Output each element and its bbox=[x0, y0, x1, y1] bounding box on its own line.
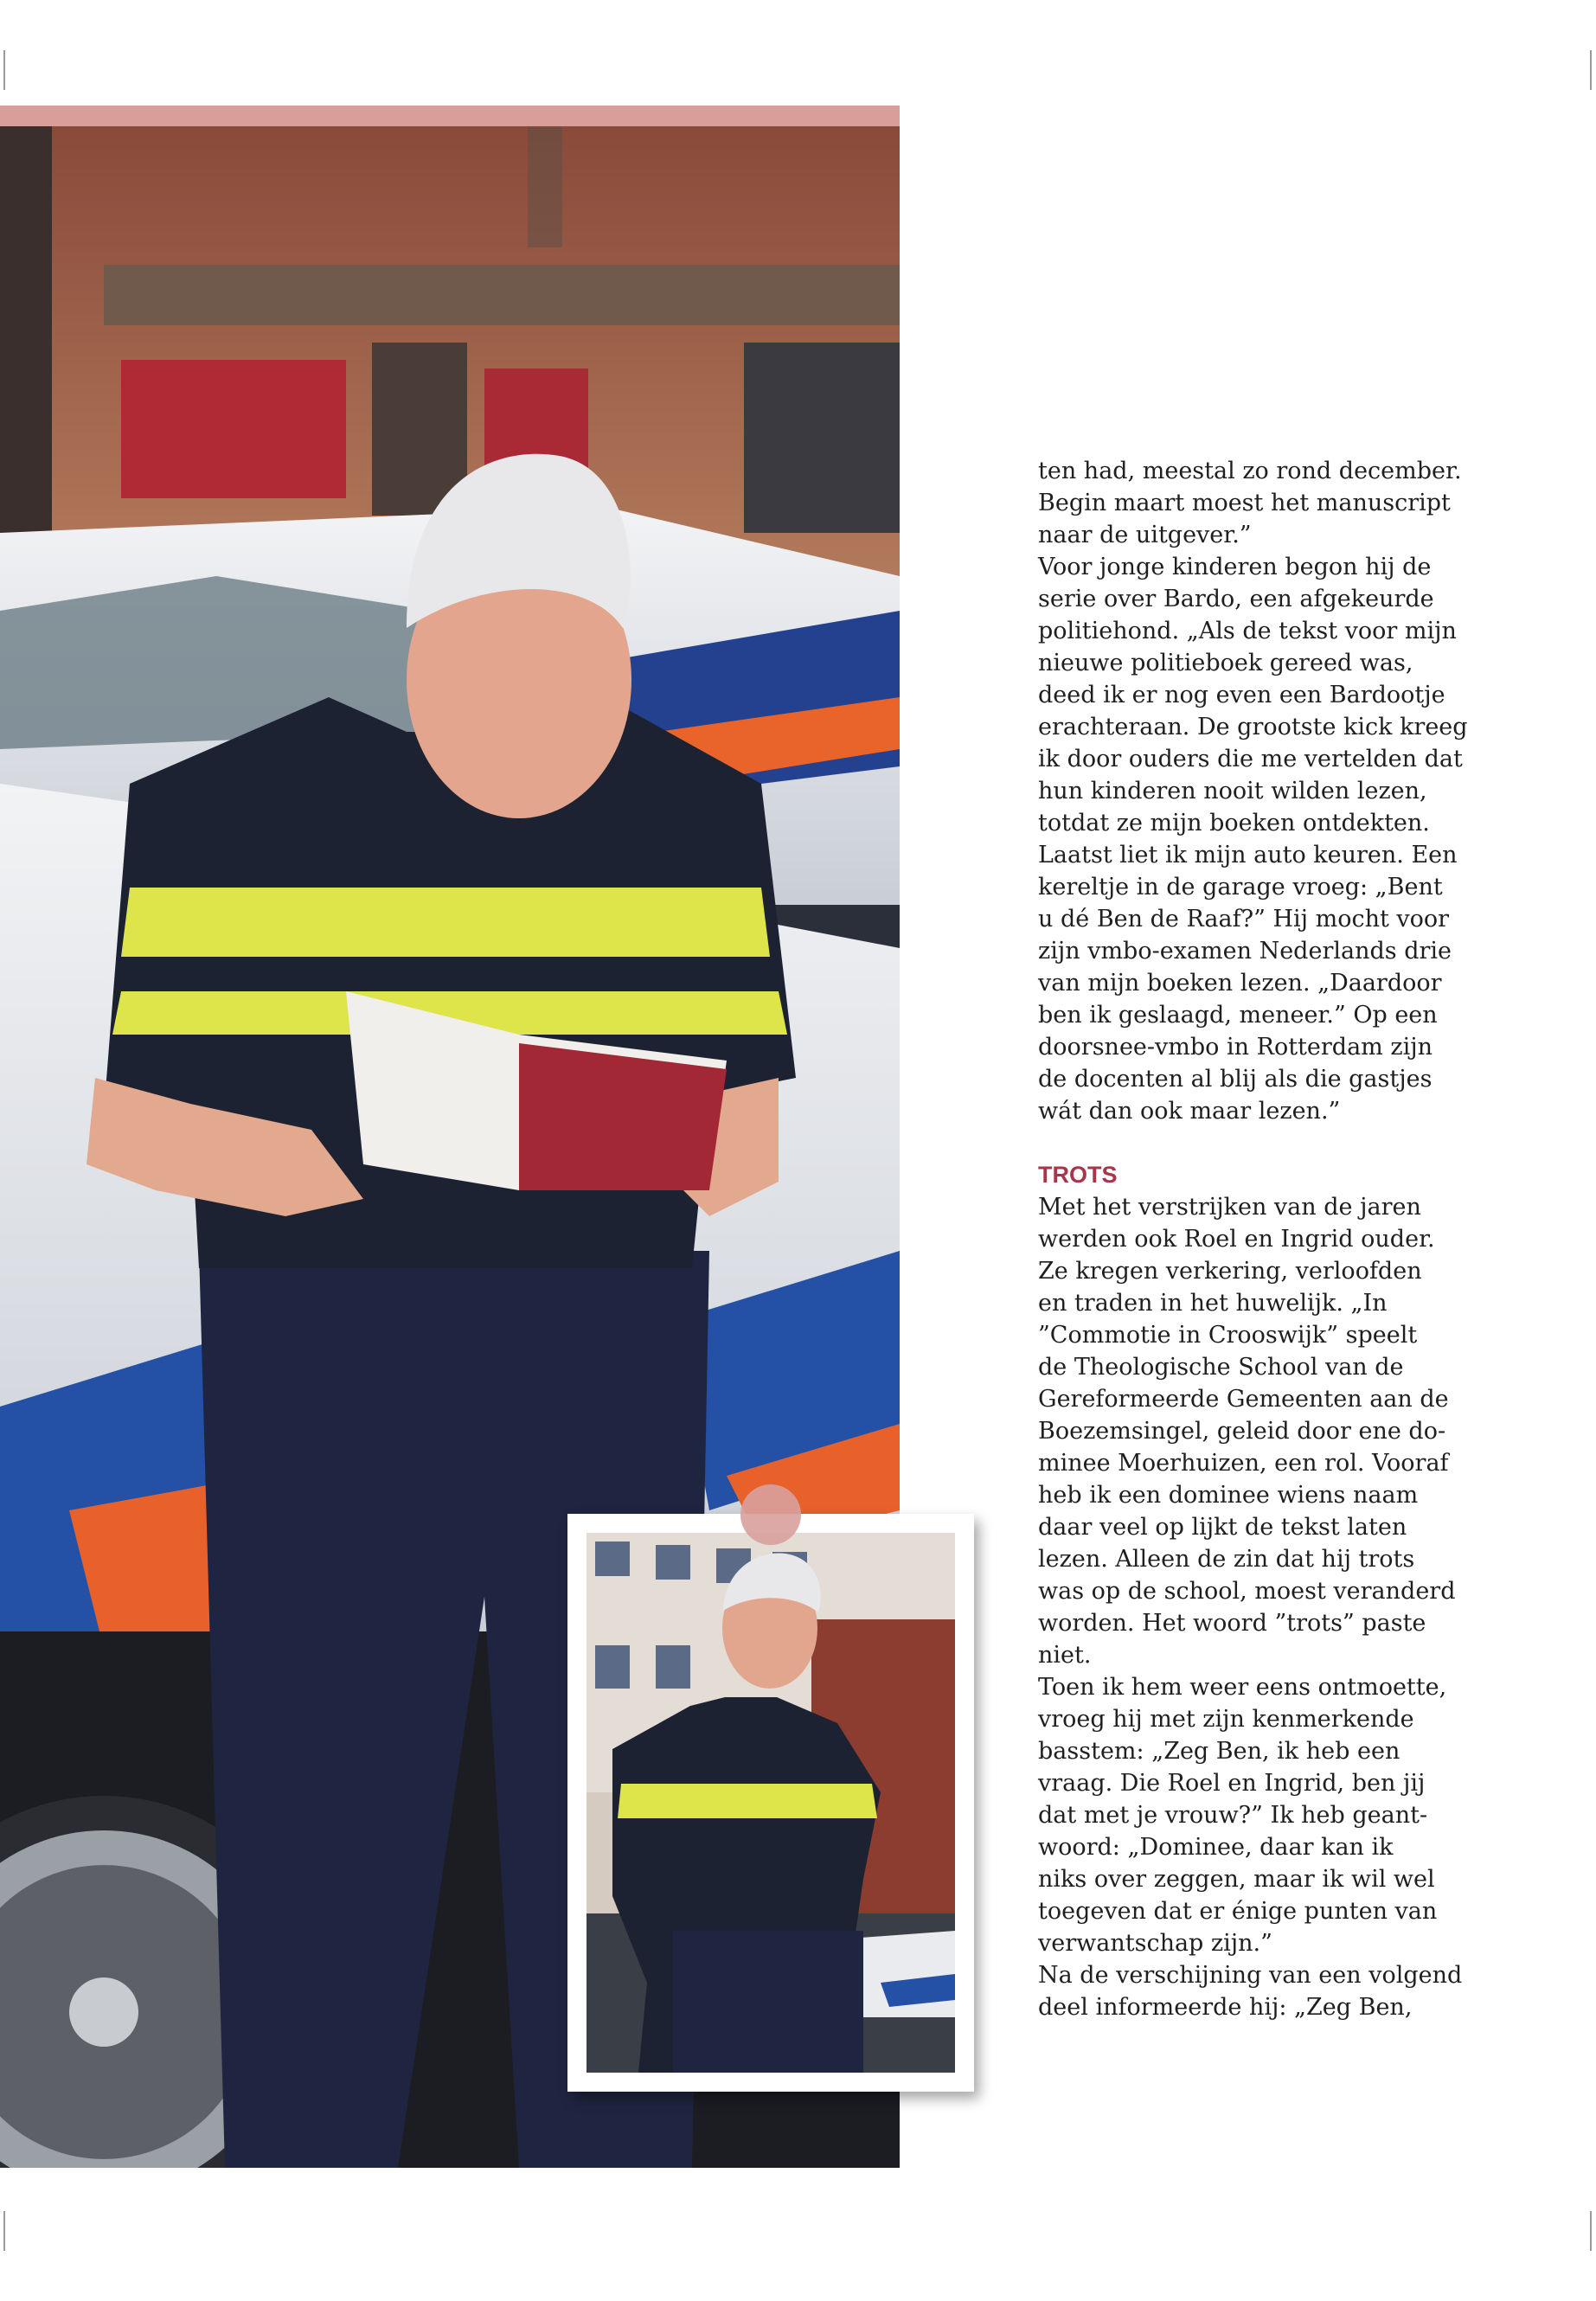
text-line: deed ik er nog even een Bardootje bbox=[1038, 682, 1445, 708]
crop-mark-top-right bbox=[1590, 50, 1592, 90]
paragraph-gap bbox=[1038, 1127, 1453, 1159]
text-line: vroeg hij met zijn kenmerkende bbox=[1038, 1706, 1414, 1733]
text-line: minee Moerhuizen, een rol. Vooraf bbox=[1038, 1450, 1449, 1477]
text-line: ten had, meestal zo rond december. bbox=[1038, 458, 1462, 484]
text-line: dat met je vrouw?” Ik heb geant- bbox=[1038, 1802, 1428, 1829]
text-line: Laatst liet ik mijn auto keuren. Een bbox=[1038, 842, 1458, 868]
section-heading: TROTS bbox=[1038, 1162, 1118, 1188]
text-line: was op de school, moest veranderd bbox=[1038, 1578, 1456, 1605]
text-block-before-heading bbox=[1038, 455, 1468, 1127]
inset-photo-frame bbox=[567, 1514, 974, 2092]
text-line: serie over Bardo, een afgekeurde bbox=[1038, 586, 1434, 612]
accent-bar bbox=[0, 106, 900, 126]
text-line: Na de verschijning van een volgend bbox=[1038, 1962, 1463, 1989]
text-line: Boezemsingel, geleid door ene do- bbox=[1038, 1418, 1446, 1445]
text-line: niks over zeggen, maar ik wil wel bbox=[1038, 1866, 1435, 1893]
text-line: Voor jonge kinderen begon hij de bbox=[1038, 554, 1432, 580]
crop-mark-top-left bbox=[3, 50, 5, 90]
text-line: werden ook Roel en Ingrid ouder. bbox=[1038, 1226, 1435, 1253]
text-line: lezen. Alleen de zin dat hij trots bbox=[1038, 1546, 1415, 1573]
text-line: naar de uitgever.” bbox=[1038, 522, 1252, 548]
text-line: ben ik geslaagd, meneer.” Op een bbox=[1038, 1002, 1438, 1029]
text-line: kereltje in de garage vroeg: „Bent bbox=[1038, 874, 1443, 901]
text-line: hun kinderen nooit wilden lezen, bbox=[1038, 778, 1427, 804]
text-line: niet. bbox=[1038, 1642, 1092, 1669]
text-line: Gereformeerde Gemeenten aan de bbox=[1038, 1386, 1449, 1413]
text-line: verwantschap zijn.” bbox=[1038, 1930, 1272, 1957]
text-line: woord: „Dominee, daar kan ik bbox=[1038, 1834, 1394, 1861]
text-line: Met het verstrijken van de jaren bbox=[1038, 1194, 1421, 1221]
decorative-circle bbox=[740, 1484, 801, 1545]
crop-mark-bottom-left bbox=[3, 2211, 5, 2251]
text-line: Ze kregen verkering, verloofden bbox=[1038, 1258, 1422, 1285]
text-line: erachteraan. De grootste kick kreeg bbox=[1038, 714, 1468, 740]
text-line: Begin maart moest het manuscript bbox=[1038, 490, 1451, 516]
text-line: van mijn boeken lezen. „Daardoor bbox=[1038, 970, 1442, 997]
text-line: de Theologische School van de bbox=[1038, 1354, 1404, 1381]
article-body-column bbox=[1038, 455, 1468, 2023]
text-line: vraag. Die Roel en Ingrid, ben jij bbox=[1038, 1770, 1426, 1797]
text-line: deel informeerde hij: „Zeg Ben, bbox=[1038, 1994, 1413, 2021]
text-line: toegeven dat er énige punten van bbox=[1038, 1898, 1438, 1925]
text-line: basstem: „Zeg Ben, ik heb een bbox=[1038, 1738, 1401, 1765]
text-line: doorsnee-vmbo in Rotterdam zijn bbox=[1038, 1034, 1433, 1061]
text-line: Toen ik hem weer eens ontmoette, bbox=[1038, 1674, 1447, 1701]
text-line: daar veel op lijkt de tekst laten bbox=[1038, 1514, 1407, 1541]
text-line: nieuwe politieboek gereed was, bbox=[1038, 650, 1413, 676]
crop-mark-bottom-right bbox=[1590, 2211, 1592, 2251]
text-line: zijn vmbo-examen Nederlands drie bbox=[1038, 938, 1452, 965]
text-line: u dé Ben de Raaf?” Hij mocht voor bbox=[1038, 906, 1450, 933]
text-line: ”Commotie in Crooswijk” speelt bbox=[1038, 1322, 1418, 1349]
text-line: totdat ze mijn boeken ontdekten. bbox=[1038, 810, 1430, 836]
text-line: de docenten al blij als die gastjes bbox=[1038, 1066, 1433, 1093]
text-line: politiehond. „Als de tekst voor mijn bbox=[1038, 618, 1457, 644]
text-line: worden. Het woord ”trots” paste bbox=[1038, 1610, 1426, 1637]
text-line: heb ik een dominee wiens naam bbox=[1038, 1482, 1419, 1509]
inset-photo-police-officer-standing bbox=[586, 1533, 955, 2073]
text-block-after-heading bbox=[1038, 1191, 1463, 2023]
text-line: wát dan ook maar lezen.” bbox=[1038, 1098, 1341, 1125]
text-line: en traden in het huwelijk. „In bbox=[1038, 1290, 1388, 1317]
text-line: ik door ouders die me vertelden dat bbox=[1038, 746, 1463, 772]
